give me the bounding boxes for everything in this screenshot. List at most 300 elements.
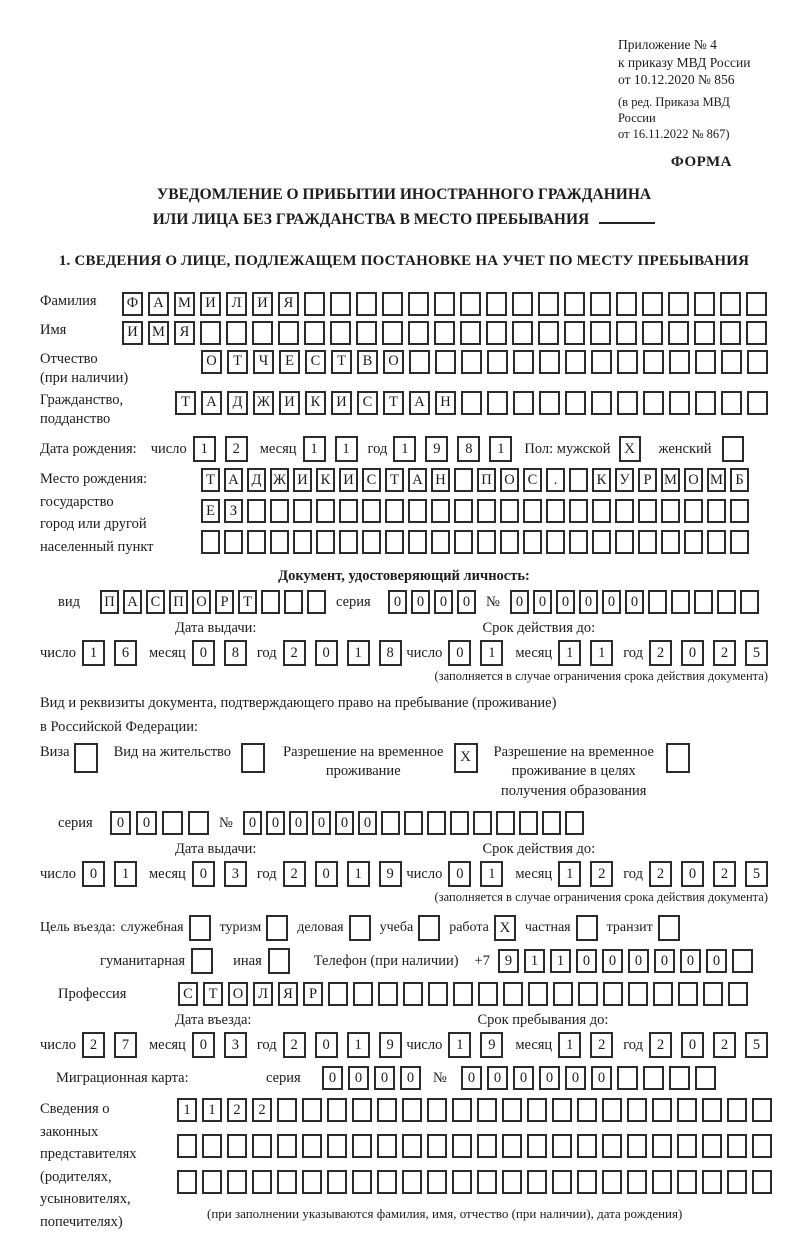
char-cell[interactable]: 0 [388, 590, 407, 614]
char-cell[interactable] [330, 292, 351, 316]
char-cell[interactable] [454, 468, 473, 492]
char-cell[interactable] [513, 350, 534, 374]
char-cell[interactable]: 9 [425, 436, 448, 462]
char-cell[interactable]: С [146, 590, 165, 614]
char-cell[interactable] [277, 1134, 297, 1158]
char-cell[interactable] [542, 811, 561, 835]
char-cell[interactable] [452, 1170, 472, 1194]
char-cell[interactable] [653, 982, 673, 1006]
char-cell[interactable]: 0 [358, 811, 377, 835]
char-cell[interactable] [378, 982, 398, 1006]
purpose-tourism-checkbox[interactable] [266, 915, 288, 941]
char-cell[interactable] [473, 811, 492, 835]
char-cell[interactable]: Р [638, 468, 657, 492]
char-cell[interactable]: 0 [628, 949, 649, 973]
char-cell[interactable] [500, 530, 519, 554]
char-cell[interactable] [454, 530, 473, 554]
char-cell[interactable] [627, 1098, 647, 1122]
char-cell[interactable]: М [148, 321, 169, 345]
char-cell[interactable] [703, 982, 723, 1006]
char-cell[interactable] [546, 499, 565, 523]
char-cell[interactable]: 1 [347, 1032, 370, 1058]
char-cell[interactable] [752, 1170, 772, 1194]
char-cell[interactable] [339, 499, 358, 523]
char-cell[interactable] [377, 1098, 397, 1122]
char-cell[interactable]: Т [227, 350, 248, 374]
char-cell[interactable]: С [357, 391, 378, 415]
char-cell[interactable] [677, 1170, 697, 1194]
char-cell[interactable]: 0 [434, 590, 453, 614]
purpose-official-checkbox[interactable] [189, 915, 211, 941]
char-cell[interactable]: 0 [513, 1066, 534, 1090]
char-cell[interactable] [592, 499, 611, 523]
char-cell[interactable]: 0 [348, 1066, 369, 1090]
char-cell[interactable] [615, 499, 634, 523]
char-cell[interactable] [564, 292, 585, 316]
char-cell[interactable]: 0 [411, 590, 430, 614]
char-cell[interactable]: Б [730, 468, 749, 492]
char-cell[interactable]: И [293, 468, 312, 492]
char-cell[interactable]: 1 [558, 1032, 581, 1058]
char-cell[interactable] [477, 1098, 497, 1122]
char-cell[interactable] [512, 321, 533, 345]
char-cell[interactable]: С [178, 982, 198, 1006]
char-cell[interactable] [352, 1170, 372, 1194]
char-cell[interactable]: Д [227, 391, 248, 415]
char-cell[interactable]: 7 [114, 1032, 137, 1058]
char-cell[interactable]: 3 [224, 861, 247, 887]
char-cell[interactable]: 0 [579, 590, 598, 614]
char-cell[interactable]: 0 [400, 1066, 421, 1090]
char-cell[interactable] [352, 1098, 372, 1122]
char-cell[interactable] [486, 321, 507, 345]
char-cell[interactable] [352, 1134, 372, 1158]
char-cell[interactable] [356, 321, 377, 345]
char-cell[interactable] [477, 1170, 497, 1194]
char-cell[interactable]: 0 [315, 1032, 338, 1058]
char-cell[interactable] [502, 1098, 522, 1122]
char-cell[interactable]: Я [278, 292, 299, 316]
char-cell[interactable]: 2 [713, 640, 736, 666]
char-cell[interactable]: 1 [193, 436, 216, 462]
char-cell[interactable] [487, 350, 508, 374]
char-cell[interactable] [477, 1134, 497, 1158]
char-cell[interactable] [643, 350, 664, 374]
char-cell[interactable]: 2 [283, 1032, 306, 1058]
char-cell[interactable] [617, 391, 638, 415]
char-cell[interactable] [732, 949, 753, 973]
char-cell[interactable] [590, 292, 611, 316]
char-cell[interactable]: У [615, 468, 634, 492]
char-cell[interactable]: К [592, 468, 611, 492]
char-cell[interactable]: 0 [289, 811, 308, 835]
char-cell[interactable]: И [331, 391, 352, 415]
char-cell[interactable] [527, 1134, 547, 1158]
char-cell[interactable] [460, 292, 481, 316]
char-cell[interactable]: Д [247, 468, 266, 492]
char-cell[interactable] [669, 1066, 690, 1090]
char-cell[interactable]: 1 [558, 861, 581, 887]
char-cell[interactable]: 0 [82, 861, 105, 887]
char-cell[interactable] [746, 321, 767, 345]
char-cell[interactable] [339, 530, 358, 554]
char-cell[interactable] [590, 321, 611, 345]
char-cell[interactable] [328, 982, 348, 1006]
char-cell[interactable] [327, 1134, 347, 1158]
char-cell[interactable] [565, 811, 584, 835]
char-cell[interactable] [527, 1170, 547, 1194]
char-cell[interactable]: 0 [315, 640, 338, 666]
char-cell[interactable] [408, 292, 429, 316]
char-cell[interactable]: Р [215, 590, 234, 614]
char-cell[interactable] [362, 530, 381, 554]
char-cell[interactable]: Е [279, 350, 300, 374]
char-cell[interactable]: 1 [303, 436, 326, 462]
char-cell[interactable] [569, 499, 588, 523]
char-cell[interactable]: 2 [225, 436, 248, 462]
char-cell[interactable] [177, 1134, 197, 1158]
char-cell[interactable]: А [408, 468, 427, 492]
char-cell[interactable] [461, 350, 482, 374]
char-cell[interactable]: Т [331, 350, 352, 374]
char-cell[interactable] [591, 350, 612, 374]
char-cell[interactable] [565, 391, 586, 415]
char-cell[interactable]: 0 [461, 1066, 482, 1090]
char-cell[interactable] [307, 590, 326, 614]
char-cell[interactable] [284, 590, 303, 614]
char-cell[interactable]: 0 [681, 861, 704, 887]
char-cell[interactable] [408, 530, 427, 554]
char-cell[interactable] [382, 321, 403, 345]
char-cell[interactable]: 2 [283, 861, 306, 887]
char-cell[interactable] [201, 530, 220, 554]
char-cell[interactable]: 0 [315, 861, 338, 887]
char-cell[interactable] [353, 982, 373, 1006]
char-cell[interactable]: 2 [713, 1032, 736, 1058]
char-cell[interactable] [569, 468, 588, 492]
char-cell[interactable]: 0 [556, 590, 575, 614]
char-cell[interactable] [652, 1134, 672, 1158]
char-cell[interactable]: С [523, 468, 542, 492]
char-cell[interactable]: 1 [335, 436, 358, 462]
char-cell[interactable] [591, 391, 612, 415]
char-cell[interactable] [648, 590, 667, 614]
temp-residence-checkbox[interactable]: X [454, 743, 478, 773]
char-cell[interactable]: О [684, 468, 703, 492]
char-cell[interactable]: 0 [192, 640, 215, 666]
char-cell[interactable] [717, 590, 736, 614]
char-cell[interactable] [669, 350, 690, 374]
char-cell[interactable]: 1 [347, 861, 370, 887]
char-cell[interactable] [385, 530, 404, 554]
char-cell[interactable] [720, 292, 741, 316]
char-cell[interactable] [362, 499, 381, 523]
char-cell[interactable] [513, 391, 534, 415]
char-cell[interactable] [162, 811, 183, 835]
char-cell[interactable]: 9 [480, 1032, 503, 1058]
char-cell[interactable]: О [500, 468, 519, 492]
char-cell[interactable]: 0 [312, 811, 331, 835]
char-cell[interactable] [452, 1098, 472, 1122]
char-cell[interactable] [643, 1066, 664, 1090]
char-cell[interactable] [452, 1134, 472, 1158]
char-cell[interactable]: М [707, 468, 726, 492]
char-cell[interactable] [603, 982, 623, 1006]
char-cell[interactable] [202, 1134, 222, 1158]
char-cell[interactable] [668, 321, 689, 345]
char-cell[interactable]: Т [238, 590, 257, 614]
char-cell[interactable] [461, 391, 482, 415]
char-cell[interactable]: С [362, 468, 381, 492]
char-cell[interactable] [707, 499, 726, 523]
char-cell[interactable]: 0 [706, 949, 727, 973]
char-cell[interactable] [247, 499, 266, 523]
char-cell[interactable]: 2 [649, 1032, 672, 1058]
char-cell[interactable] [409, 350, 430, 374]
char-cell[interactable]: 8 [379, 640, 402, 666]
char-cell[interactable] [702, 1098, 722, 1122]
char-cell[interactable]: А [148, 292, 169, 316]
char-cell[interactable] [552, 1134, 572, 1158]
char-cell[interactable]: П [477, 468, 496, 492]
char-cell[interactable]: . [546, 468, 565, 492]
char-cell[interactable] [402, 1098, 422, 1122]
char-cell[interactable]: Н [435, 391, 456, 415]
char-cell[interactable] [330, 321, 351, 345]
char-cell[interactable] [684, 530, 703, 554]
char-cell[interactable] [677, 1098, 697, 1122]
char-cell[interactable] [277, 1098, 297, 1122]
char-cell[interactable]: О [192, 590, 211, 614]
char-cell[interactable]: Е [201, 499, 220, 523]
char-cell[interactable] [720, 321, 741, 345]
char-cell[interactable] [224, 530, 243, 554]
char-cell[interactable]: Ж [270, 468, 289, 492]
char-cell[interactable] [652, 1098, 672, 1122]
char-cell[interactable] [496, 811, 515, 835]
char-cell[interactable]: 0 [681, 640, 704, 666]
char-cell[interactable]: 9 [379, 861, 402, 887]
char-cell[interactable] [226, 321, 247, 345]
char-cell[interactable] [261, 590, 280, 614]
char-cell[interactable] [721, 350, 742, 374]
char-cell[interactable]: 8 [457, 436, 480, 462]
char-cell[interactable]: А [224, 468, 243, 492]
purpose-other-checkbox[interactable] [268, 948, 290, 974]
char-cell[interactable]: 0 [510, 590, 529, 614]
char-cell[interactable]: А [201, 391, 222, 415]
char-cell[interactable] [695, 391, 716, 415]
char-cell[interactable] [677, 1134, 697, 1158]
char-cell[interactable]: Н [431, 468, 450, 492]
char-cell[interactable]: 1 [550, 949, 571, 973]
char-cell[interactable]: П [169, 590, 188, 614]
char-cell[interactable]: 0 [457, 590, 476, 614]
char-cell[interactable]: 0 [322, 1066, 343, 1090]
char-cell[interactable] [247, 530, 266, 554]
char-cell[interactable]: И [122, 321, 143, 345]
char-cell[interactable] [553, 982, 573, 1006]
char-cell[interactable] [615, 530, 634, 554]
char-cell[interactable] [302, 1170, 322, 1194]
char-cell[interactable]: Т [383, 391, 404, 415]
char-cell[interactable]: 0 [487, 1066, 508, 1090]
char-cell[interactable] [539, 391, 560, 415]
char-cell[interactable] [460, 321, 481, 345]
char-cell[interactable] [427, 1098, 447, 1122]
char-cell[interactable] [435, 350, 456, 374]
char-cell[interactable]: 1 [558, 640, 581, 666]
char-cell[interactable]: 0 [533, 590, 552, 614]
char-cell[interactable] [252, 321, 273, 345]
char-cell[interactable] [546, 530, 565, 554]
char-cell[interactable] [661, 530, 680, 554]
char-cell[interactable]: 1 [480, 640, 503, 666]
char-cell[interactable]: 2 [283, 640, 306, 666]
char-cell[interactable]: 0 [602, 949, 623, 973]
char-cell[interactable] [746, 292, 767, 316]
char-cell[interactable]: В [357, 350, 378, 374]
char-cell[interactable]: 1 [590, 640, 613, 666]
char-cell[interactable] [277, 1170, 297, 1194]
char-cell[interactable] [304, 292, 325, 316]
char-cell[interactable] [177, 1170, 197, 1194]
purpose-private-checkbox[interactable] [576, 915, 598, 941]
char-cell[interactable]: 2 [82, 1032, 105, 1058]
char-cell[interactable]: К [316, 468, 335, 492]
char-cell[interactable]: 1 [393, 436, 416, 462]
char-cell[interactable] [617, 350, 638, 374]
char-cell[interactable]: 0 [192, 1032, 215, 1058]
char-cell[interactable]: М [174, 292, 195, 316]
char-cell[interactable] [523, 530, 542, 554]
char-cell[interactable] [627, 1170, 647, 1194]
char-cell[interactable]: Ф [122, 292, 143, 316]
char-cell[interactable]: Я [278, 982, 298, 1006]
char-cell[interactable]: О [228, 982, 248, 1006]
char-cell[interactable]: 0 [654, 949, 675, 973]
char-cell[interactable] [538, 292, 559, 316]
char-cell[interactable]: 1 [448, 1032, 471, 1058]
char-cell[interactable] [727, 1134, 747, 1158]
purpose-business-checkbox[interactable] [349, 915, 371, 941]
char-cell[interactable] [487, 391, 508, 415]
char-cell[interactable] [450, 811, 469, 835]
char-cell[interactable]: Т [385, 468, 404, 492]
char-cell[interactable]: О [201, 350, 222, 374]
char-cell[interactable] [643, 391, 664, 415]
char-cell[interactable] [502, 1134, 522, 1158]
char-cell[interactable] [678, 982, 698, 1006]
char-cell[interactable]: 1 [489, 436, 512, 462]
char-cell[interactable] [668, 292, 689, 316]
char-cell[interactable] [642, 292, 663, 316]
char-cell[interactable] [382, 292, 403, 316]
char-cell[interactable] [747, 391, 768, 415]
char-cell[interactable]: И [279, 391, 300, 415]
char-cell[interactable] [628, 982, 648, 1006]
char-cell[interactable]: 2 [649, 861, 672, 887]
char-cell[interactable]: 0 [192, 861, 215, 887]
char-cell[interactable] [427, 1170, 447, 1194]
char-cell[interactable]: 0 [335, 811, 354, 835]
purpose-humanitarian-checkbox[interactable] [191, 948, 213, 974]
char-cell[interactable]: П [100, 590, 119, 614]
char-cell[interactable]: 9 [498, 949, 519, 973]
char-cell[interactable]: 0 [565, 1066, 586, 1090]
char-cell[interactable] [538, 321, 559, 345]
char-cell[interactable] [408, 499, 427, 523]
char-cell[interactable] [740, 590, 759, 614]
char-cell[interactable] [684, 499, 703, 523]
char-cell[interactable] [402, 1170, 422, 1194]
char-cell[interactable]: Ж [253, 391, 274, 415]
char-cell[interactable] [478, 982, 498, 1006]
char-cell[interactable] [694, 292, 715, 316]
char-cell[interactable]: 5 [745, 861, 768, 887]
char-cell[interactable]: 2 [252, 1098, 272, 1122]
char-cell[interactable]: 0 [576, 949, 597, 973]
char-cell[interactable] [293, 499, 312, 523]
char-cell[interactable]: Т [203, 982, 223, 1006]
char-cell[interactable] [616, 321, 637, 345]
char-cell[interactable]: С [305, 350, 326, 374]
char-cell[interactable] [702, 1170, 722, 1194]
char-cell[interactable]: 1 [202, 1098, 222, 1122]
char-cell[interactable] [638, 530, 657, 554]
char-cell[interactable] [602, 1134, 622, 1158]
char-cell[interactable]: 6 [114, 640, 137, 666]
char-cell[interactable]: 0 [602, 590, 621, 614]
char-cell[interactable] [188, 811, 209, 835]
char-cell[interactable] [434, 292, 455, 316]
char-cell[interactable] [502, 1170, 522, 1194]
char-cell[interactable] [477, 530, 496, 554]
char-cell[interactable]: 0 [266, 811, 285, 835]
char-cell[interactable]: 0 [539, 1066, 560, 1090]
char-cell[interactable]: 0 [243, 811, 262, 835]
char-cell[interactable] [293, 530, 312, 554]
char-cell[interactable] [669, 391, 690, 415]
char-cell[interactable] [652, 1170, 672, 1194]
char-cell[interactable]: И [339, 468, 358, 492]
char-cell[interactable] [592, 530, 611, 554]
char-cell[interactable]: 0 [374, 1066, 395, 1090]
char-cell[interactable]: 5 [745, 640, 768, 666]
char-cell[interactable]: 0 [136, 811, 157, 835]
char-cell[interactable] [427, 1134, 447, 1158]
char-cell[interactable] [252, 1170, 272, 1194]
char-cell[interactable] [302, 1134, 322, 1158]
char-cell[interactable] [707, 530, 726, 554]
char-cell[interactable]: А [409, 391, 430, 415]
char-cell[interactable] [721, 391, 742, 415]
char-cell[interactable]: Л [226, 292, 247, 316]
char-cell[interactable] [577, 1134, 597, 1158]
char-cell[interactable] [304, 321, 325, 345]
char-cell[interactable] [694, 590, 713, 614]
purpose-transit-checkbox[interactable] [658, 915, 680, 941]
char-cell[interactable] [527, 1098, 547, 1122]
char-cell[interactable] [752, 1098, 772, 1122]
sex-male-checkbox[interactable]: X [619, 436, 641, 462]
char-cell[interactable]: М [661, 468, 680, 492]
char-cell[interactable] [503, 982, 523, 1006]
char-cell[interactable] [616, 292, 637, 316]
char-cell[interactable] [486, 292, 507, 316]
char-cell[interactable]: 2 [590, 861, 613, 887]
char-cell[interactable] [730, 530, 749, 554]
